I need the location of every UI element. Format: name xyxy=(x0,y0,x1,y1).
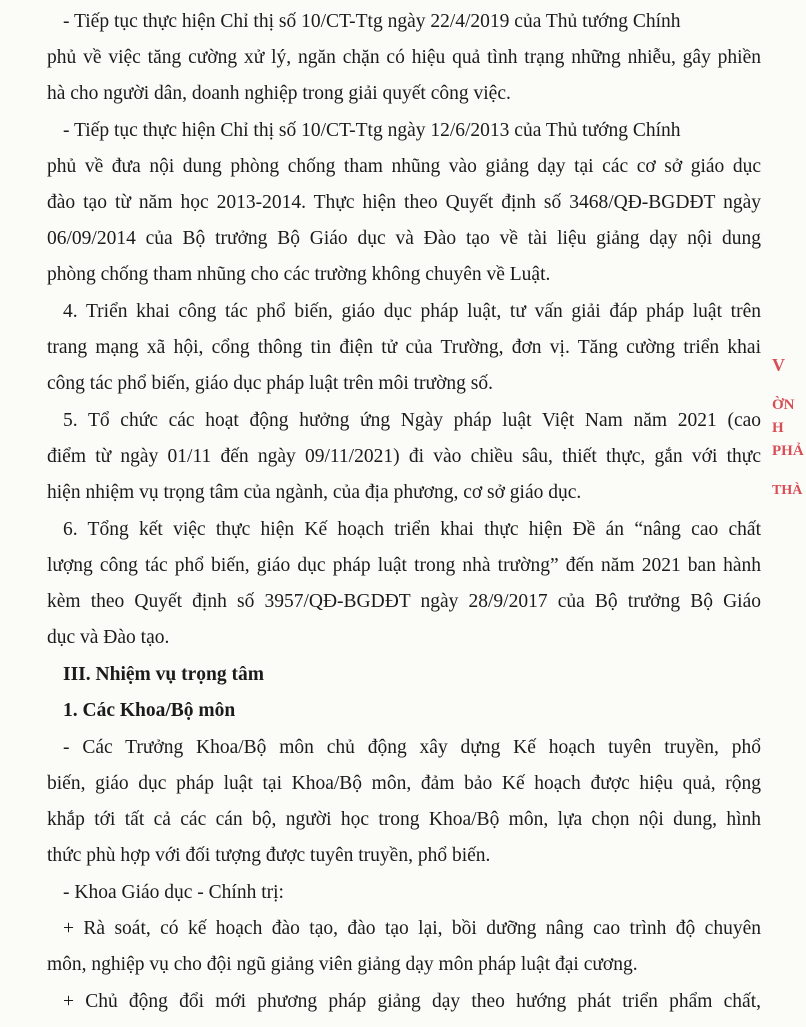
stamp-text-2: ỜN xyxy=(772,397,795,413)
para-3-line-1: - Các Trưởng Khoa/Bộ môn chủ động xây dựng Kế hoạch tuyên truyền, phổ xyxy=(63,737,761,758)
item-4-line-3: công tác phổ biến, giáo dục pháp luật trên môi trường số. xyxy=(47,373,493,394)
para-1-line-2: phủ về việc tăng cường xử lý, ngăn chặn có hiệu quả tình trạng những nhiễu, gây phiền xyxy=(47,47,761,68)
item-5-line-2: điểm từ ngày 01/11 đến ngày 09/11/2021) đi vào chiều sâu, thiết thực, gắn với thực xyxy=(47,446,761,467)
para-2-line-1: - Tiếp tục thực hiện Chỉ thị số 10/CT-Ttg ngày 12/6/2013 của Thủ tướng Chính xyxy=(63,120,681,141)
stamp-text-5: THÀ xyxy=(772,483,803,498)
para-6-line-1: + Chủ động đổi mới phương pháp giảng dạy theo hướng phát triển phẩm chất, xyxy=(63,991,761,1012)
para-5-line-2: môn, nghiệp vụ cho đội ngũ giảng viên giảng dạy môn pháp luật đại cương. xyxy=(47,954,638,975)
stamp-text-3: H xyxy=(772,420,784,436)
red-seal-stamp xyxy=(766,355,806,505)
para-2-line-2: phủ về đưa nội dung phòng chống tham nhũng vào giảng dạy tại các cơ sở giáo dục xyxy=(47,156,761,177)
para-1-line-1: - Tiếp tục thực hiện Chỉ thị số 10/CT-Ttg ngày 22/4/2019 của Thủ tướng Chính xyxy=(63,11,681,32)
section-heading-iii: III. Nhiệm vụ trọng tâm xyxy=(63,664,264,685)
item-4-line-2: trang mạng xã hội, cổng thông tin điện tử của Trường, đơn vị. Tăng cường triển khai xyxy=(47,337,761,358)
item-4-line-1: 4. Triển khai công tác phổ biến, giáo dục pháp luật, tư vấn giải đáp pháp luật trên xyxy=(63,301,761,322)
para-1-line-3: hà cho người dân, doanh nghiệp trong giải quyết công việc. xyxy=(47,83,511,104)
stamp-text-1: V xyxy=(772,355,785,375)
para-3-line-4: thức phù hợp với đối tượng được tuyên truyền, phổ biến. xyxy=(47,845,491,866)
para-4-line-1: - Khoa Giáo dục - Chính trị: xyxy=(63,882,284,903)
stamp-text-4: PHẢ xyxy=(772,443,804,459)
subsection-heading-1: 1. Các Khoa/Bộ môn xyxy=(63,700,236,721)
para-2-line-4: 06/09/2014 của Bộ trưởng Bộ Giáo dục và Đào tạo về tài liệu giảng dạy nội dung xyxy=(47,228,761,249)
item-5-line-3: hiện nhiệm vụ trọng tâm của ngành, của địa phương, cơ sở giáo dục. xyxy=(47,482,582,503)
item-6-line-4: dục và Đào tạo. xyxy=(47,627,170,648)
para-3-line-2: biến, giáo dục pháp luật tại Khoa/Bộ môn, đảm bảo Kế hoạch được hiệu quả, rộng xyxy=(47,773,761,794)
para-2-line-3: đào tạo từ năm học 2013-2014. Thực hiện theo Quyết định số 3468/QĐ-BGDĐT ngày xyxy=(47,192,761,213)
item-6-line-3: kèm theo Quyết định số 3957/QĐ-BGDĐT ngày 28/9/2017 của Bộ trưởng Bộ Giáo xyxy=(47,591,761,612)
item-6-line-2: lượng công tác phổ biến, giáo dục pháp luật trong nhà trường” đến năm 2021 ban hành xyxy=(47,555,761,576)
para-5-line-1: + Rà soát, có kế hoạch đào tạo, đào tạo lại, bồi dưỡng nâng cao trình độ chuyên xyxy=(63,918,761,939)
para-3-line-3: khắp tới tất cả các cán bộ, người học trong Khoa/Bộ môn, lựa chọn nội dung, hình xyxy=(47,809,761,830)
para-2-line-5: phòng chống tham nhũng cho các trường không chuyên về Luật. xyxy=(47,264,551,285)
item-5-line-1: 5. Tổ chức các hoạt động hưởng ứng Ngày pháp luật Việt Nam năm 2021 (cao xyxy=(63,410,761,431)
item-6-line-1: 6. Tổng kết việc thực hiện Kế hoạch triển khai thực hiện Đề án “nâng cao chất xyxy=(63,519,761,540)
